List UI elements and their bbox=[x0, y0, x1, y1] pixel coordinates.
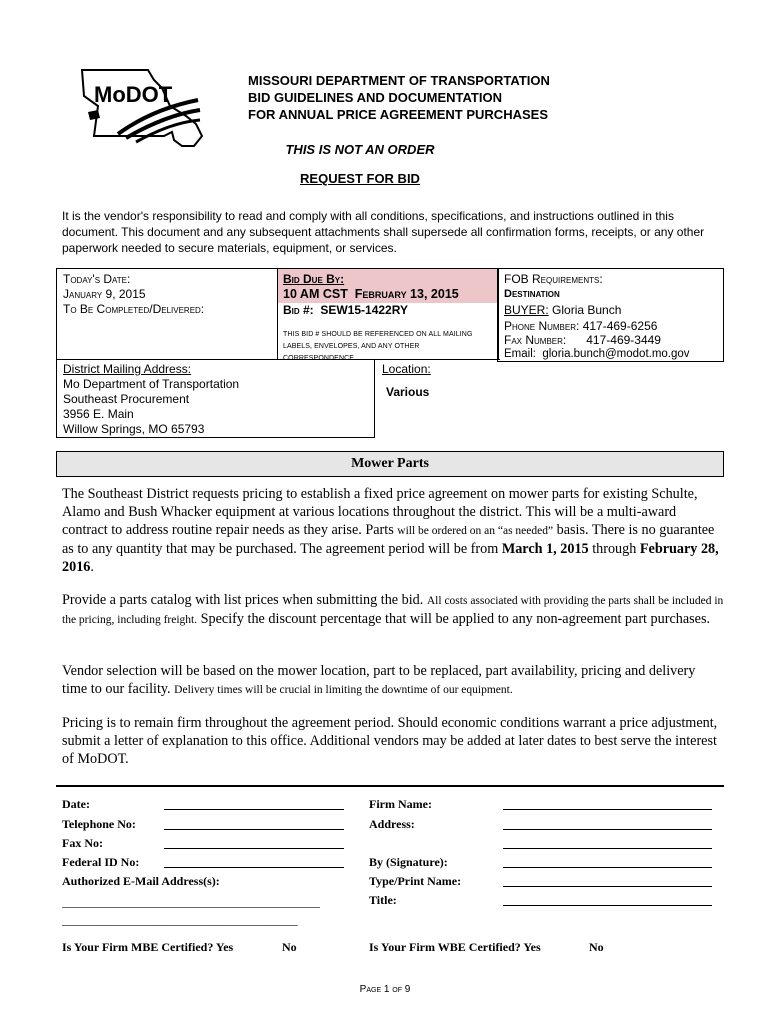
bid-info-box bbox=[56, 268, 724, 438]
mbe-no: No bbox=[282, 940, 297, 954]
location-cell bbox=[374, 359, 500, 438]
intro-paragraph: It is the vendor's responsibility to read and comply with all conditions, specifications, and instructions outlined in this document. This document and any subsequent attachments shall supersede all confirmation forms, receipts, or any other paperwork needed to secure materials, equipment, or services. bbox=[62, 209, 705, 255]
bid-due-cell bbox=[277, 268, 499, 360]
selection-paragraph: Vendor selection will be based on the mower location, part to be replaced, part availability, pricing and delivery time to our facility. Delivery times will be crucial in limiting the downtime of our equipment. bbox=[62, 663, 696, 697]
buyer-cell bbox=[497, 268, 724, 362]
date-label: Date: bbox=[62, 797, 90, 811]
title-label: Title: bbox=[369, 893, 397, 907]
section-title: Mower Parts bbox=[56, 451, 724, 477]
bid-note-3: CORRESPONDENCE bbox=[283, 355, 355, 362]
mailing-address-2: Southeast Procurement bbox=[63, 392, 190, 406]
wbe-question: Is Your Firm WBE Certified? Yes bbox=[369, 940, 541, 954]
page-number: Page 1 of 9 bbox=[359, 984, 411, 995]
address-field-1[interactable] bbox=[503, 829, 712, 830]
print-name-field[interactable] bbox=[503, 886, 712, 887]
fob-value: Destination bbox=[504, 288, 560, 300]
dates-cell bbox=[56, 268, 278, 360]
mailing-address-1: Mo Department of Transportation bbox=[63, 377, 240, 391]
bid-due-value: 10 AM CST February 13, 2015 bbox=[283, 287, 459, 301]
wbe-no: No bbox=[589, 940, 604, 954]
mbe-question: Is Your Firm MBE Certified? Yes bbox=[62, 940, 234, 954]
fob-label: FOB Requirements: bbox=[504, 272, 603, 286]
modot-logo bbox=[74, 66, 206, 150]
scope-paragraph: The Southeast District requests pricing to establish a fixed price agreement on mower parts for existing Schulte, Alamo and Bush Whacker equipment at various locations throughout the district. This will be a multi-award contract to address routine repair needs as they arise. Parts will be ordered on an “as needed” basis. There is no guarantee as to any quantity that may be purchased. The agreement period will be from March 1, 2015 through February 28, 2016. bbox=[62, 486, 719, 575]
email-field-2[interactable]: __________________________________________ bbox=[62, 913, 298, 927]
bid-number: Bid #: SEW15-1422RY bbox=[283, 303, 408, 317]
location-value: Various bbox=[386, 385, 430, 399]
bid-note-1: THIS BID # SHOULD BE REFERENCED ON ALL MAILING bbox=[283, 331, 473, 338]
location-label: Location: bbox=[382, 362, 431, 376]
pricing-paragraph: Pricing is to remain firm throughout the agreement period. Should economic conditions warrant a price adjustment, submit a letter of explanation to this office. Additional vendors may be added at later dates to best serve the interest of MoDOT. bbox=[62, 715, 718, 767]
header-line-2: BID GUIDELINES AND DOCUMENTATION bbox=[248, 90, 502, 105]
email-field-1[interactable]: ______________________________________________ bbox=[62, 895, 320, 909]
telephone-field[interactable] bbox=[164, 829, 344, 830]
mailing-address-4: Willow Springs, MO 65793 bbox=[63, 422, 205, 436]
catalog-paragraph: Provide a parts catalog with list prices when submitting the bid. All costs associated with providing the parts shall be included in the pricing, including freight. Specify the discount percentage that will be applied to any non-agreement part purchases. bbox=[62, 592, 724, 627]
signature-label: By (Signature): bbox=[369, 855, 448, 869]
date-field[interactable] bbox=[164, 809, 344, 810]
bid-note-2: LABELS, ENVELOPES, AND ANY OTHER bbox=[283, 343, 420, 350]
fax-field[interactable] bbox=[164, 848, 344, 849]
phone: Phone Number: 417-469-6256 bbox=[504, 319, 658, 333]
address-label: Address: bbox=[369, 817, 415, 831]
request-for-bid-title: REQUEST FOR BID bbox=[300, 171, 420, 186]
title-field[interactable] bbox=[503, 905, 712, 906]
federal-id-label: Federal ID No: bbox=[62, 855, 140, 869]
form-divider bbox=[56, 785, 724, 787]
print-name-label: Type/Print Name: bbox=[369, 874, 462, 888]
mailing-address-cell bbox=[56, 359, 375, 438]
not-an-order: THIS IS NOT AN ORDER bbox=[285, 142, 435, 157]
todays-date-value: January 9, 2015 bbox=[63, 287, 146, 301]
completed-label: To Be Completed/Delivered: bbox=[63, 302, 205, 316]
bid-due-label: Bid Due By: bbox=[283, 272, 345, 286]
header-line-3: FOR ANNUAL PRICE AGREEMENT PURCHASES bbox=[248, 107, 548, 122]
header-line-1: MISSOURI DEPARTMENT OF TRANSPORTATION bbox=[248, 73, 550, 88]
address-field-2[interactable] bbox=[503, 848, 712, 849]
todays-date-label: Today's Date: bbox=[63, 272, 131, 286]
email: Email: gloria.bunch@modot.mo.gov bbox=[504, 348, 690, 360]
email-label: Authorized E-Mail Address(s): bbox=[62, 874, 220, 888]
federal-id-field[interactable] bbox=[164, 867, 344, 868]
fax-label: Fax No: bbox=[62, 836, 103, 850]
firm-name-label: Firm Name: bbox=[369, 797, 432, 811]
mailing-address-label: District Mailing Address: bbox=[63, 362, 192, 376]
firm-name-field[interactable] bbox=[503, 809, 712, 810]
fax: Fax Number: 417-469-3449 bbox=[504, 333, 661, 347]
mailing-address-3: 3956 E. Main bbox=[63, 407, 134, 421]
logo-text: MoDOT bbox=[94, 82, 173, 107]
signature-field[interactable] bbox=[503, 867, 712, 868]
telephone-label: Telephone No: bbox=[62, 817, 136, 831]
buyer: BUYER: Gloria Bunch bbox=[504, 303, 622, 317]
